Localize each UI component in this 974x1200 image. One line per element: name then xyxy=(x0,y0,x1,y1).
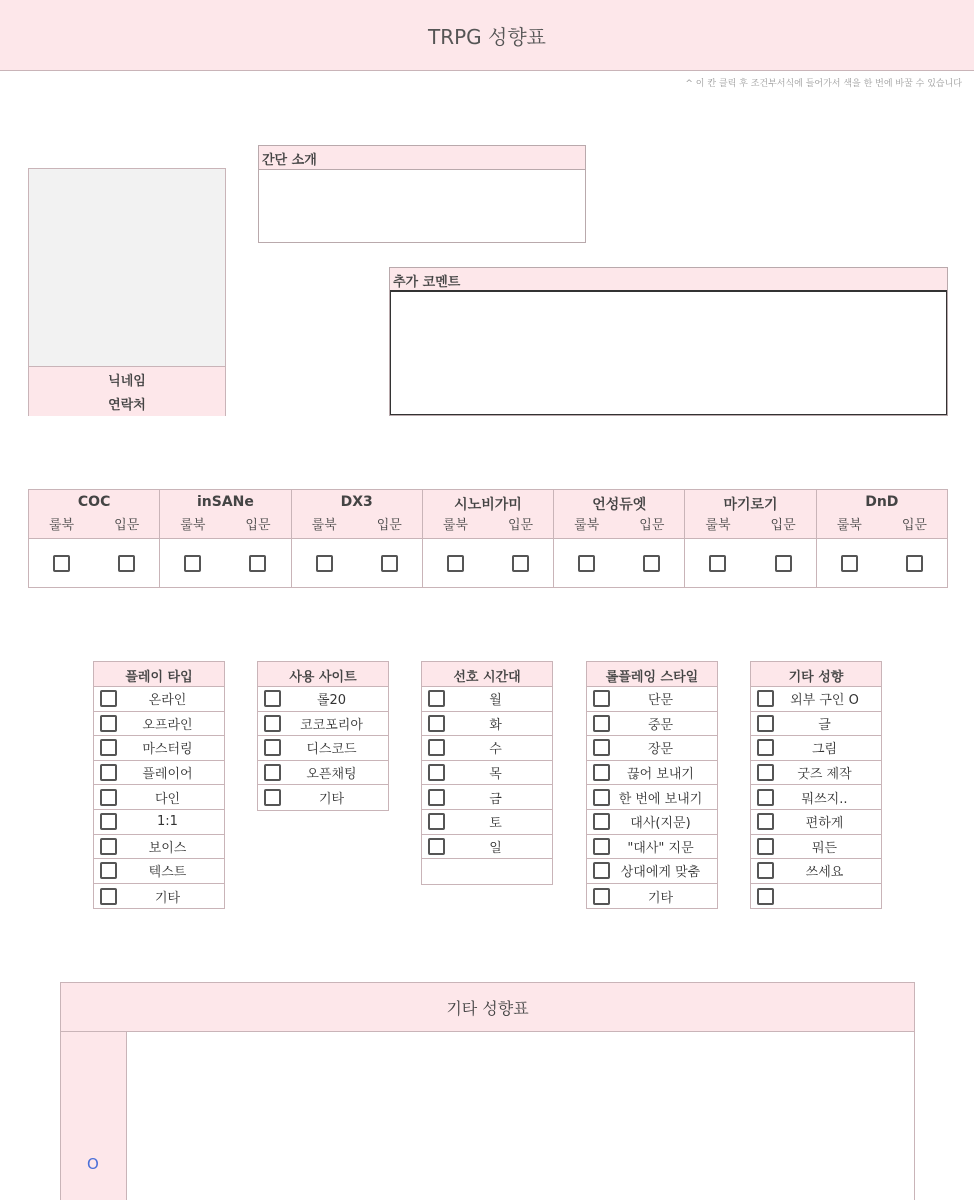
page-header xyxy=(0,0,974,71)
item-label: 디스코드 xyxy=(306,742,357,758)
item-checkbox[interactable] xyxy=(757,813,774,830)
comment-field[interactable] xyxy=(390,292,947,415)
item-checkbox[interactable] xyxy=(264,739,281,756)
item-label: 장문 xyxy=(647,742,674,758)
list-item xyxy=(751,884,881,909)
item-checkbox[interactable] xyxy=(100,715,117,732)
intro-checkbox[interactable] xyxy=(643,555,660,572)
item-checkbox[interactable] xyxy=(428,764,445,781)
rulebook-label: 룰북 xyxy=(574,518,600,533)
list-title: 롤플레잉 스타일 xyxy=(587,662,717,687)
item-checkbox[interactable] xyxy=(264,690,281,707)
item-label: 오프라인 xyxy=(142,717,193,733)
comment-title: 추가 코멘트 xyxy=(390,268,947,292)
system-name: 마기로기 xyxy=(723,497,778,513)
item-label: 오픈채팅 xyxy=(306,767,357,783)
list-item xyxy=(587,761,717,786)
intro-box xyxy=(258,145,586,243)
list-item xyxy=(94,736,224,761)
item-label: 목 xyxy=(489,767,502,783)
item-label: 굿즈 제작 xyxy=(797,767,852,783)
list-rp-style xyxy=(586,661,718,909)
list-play-type xyxy=(93,661,225,909)
list-item xyxy=(587,835,717,860)
item-checkbox[interactable] xyxy=(593,764,610,781)
item-checkbox[interactable] xyxy=(757,764,774,781)
list-item xyxy=(587,810,717,835)
system-name: 언성듀엣 xyxy=(592,497,647,513)
item-label: 금 xyxy=(489,791,502,807)
list-item xyxy=(94,810,224,835)
intro-label: 입문 xyxy=(114,518,140,533)
comment-box xyxy=(389,267,948,416)
system-name: COC xyxy=(77,494,111,510)
item-label: 끊어 보내기 xyxy=(627,767,694,783)
list-item xyxy=(587,859,717,884)
item-checkbox[interactable] xyxy=(593,789,610,806)
intro-checkbox[interactable] xyxy=(381,555,398,572)
intro-label: 입문 xyxy=(770,518,796,533)
item-label: 화 xyxy=(489,717,502,733)
item-checkbox[interactable] xyxy=(264,715,281,732)
item-label: 편하게 xyxy=(805,816,844,832)
item-label: 한 번에 보내기 xyxy=(618,791,703,807)
item-label: 쓰세요 xyxy=(805,865,844,881)
system-col-dnd xyxy=(817,490,947,587)
list-item xyxy=(751,835,881,860)
intro-label: 입문 xyxy=(901,518,927,533)
side-mark: O xyxy=(87,1155,99,1173)
system-col-magilogy xyxy=(685,490,816,587)
list-item xyxy=(422,761,552,786)
profile-image-placeholder[interactable] xyxy=(29,169,225,367)
item-label: 기타 xyxy=(318,792,345,808)
list-item xyxy=(422,835,552,860)
item-label: 기타 xyxy=(154,890,181,906)
item-label: "대사" 지문 xyxy=(627,840,694,856)
list-item xyxy=(751,687,881,712)
rulebook-label: 룰북 xyxy=(311,518,337,533)
list-item xyxy=(751,712,881,737)
item-checkbox[interactable] xyxy=(757,789,774,806)
list-item xyxy=(258,785,388,810)
profile-card xyxy=(28,168,226,416)
system-name: 시노비가미 xyxy=(454,497,522,513)
list-item xyxy=(751,785,881,810)
item-label: 외부 구인 O xyxy=(790,693,859,709)
list-item xyxy=(94,785,224,810)
item-label: 코코포리아 xyxy=(300,717,363,733)
intro-checkbox[interactable] xyxy=(906,555,923,572)
intro-label: 입문 xyxy=(639,518,665,533)
item-label: 대사(지문) xyxy=(630,816,691,832)
item-checkbox[interactable] xyxy=(100,789,117,806)
list-item xyxy=(587,712,717,737)
list-item xyxy=(422,785,552,810)
item-checkbox[interactable] xyxy=(100,764,117,781)
item-checkbox[interactable] xyxy=(100,888,117,905)
item-checkbox[interactable] xyxy=(757,739,774,756)
item-label: 뭐쓰지.. xyxy=(801,791,848,807)
list-sites xyxy=(257,661,389,811)
rulebook-label: 룰북 xyxy=(180,518,206,533)
list-item xyxy=(94,884,224,909)
item-checkbox[interactable] xyxy=(264,789,281,806)
item-label: 중문 xyxy=(647,717,674,733)
rulebook-checkbox[interactable] xyxy=(53,555,70,572)
item-checkbox[interactable] xyxy=(100,862,117,879)
list-item xyxy=(587,785,717,810)
system-col-unsungduet xyxy=(554,490,685,587)
list-title: 사용 사이트 xyxy=(258,662,388,687)
page-title: TRPG 성향표 xyxy=(428,24,546,49)
list-item xyxy=(258,712,388,737)
item-checkbox[interactable] xyxy=(428,739,445,756)
rulebook-checkbox[interactable] xyxy=(447,555,464,572)
rulebook-checkbox[interactable] xyxy=(709,555,726,572)
rulebook-label: 룰북 xyxy=(49,518,75,533)
system-name: DnD xyxy=(865,494,899,510)
list-item-empty[interactable] xyxy=(422,859,552,884)
intro-label: 입문 xyxy=(376,518,402,533)
intro-label: 입문 xyxy=(245,518,271,533)
list-item xyxy=(587,884,717,909)
item-checkbox[interactable] xyxy=(100,838,117,855)
list-item xyxy=(258,687,388,712)
intro-field[interactable] xyxy=(259,170,585,243)
rulebook-checkbox[interactable] xyxy=(316,555,333,572)
list-title: 기타 성향 xyxy=(751,662,881,687)
item-checkbox[interactable] xyxy=(428,690,445,707)
item-checkbox[interactable] xyxy=(428,838,445,855)
list-item xyxy=(94,835,224,860)
item-checkbox[interactable] xyxy=(100,739,117,756)
list-item xyxy=(94,859,224,884)
list-item xyxy=(94,761,224,786)
item-checkbox[interactable] xyxy=(593,715,610,732)
item-checkbox[interactable] xyxy=(757,715,774,732)
list-item xyxy=(94,712,224,737)
item-checkbox[interactable] xyxy=(428,789,445,806)
item-checkbox[interactable] xyxy=(757,838,774,855)
list-item xyxy=(422,712,552,737)
item-label: 글 xyxy=(818,717,831,733)
list-preferred-time xyxy=(421,661,553,885)
rulebook-label: 룰북 xyxy=(705,518,731,533)
item-checkbox[interactable] xyxy=(593,690,610,707)
item-checkbox[interactable] xyxy=(593,739,610,756)
list-other-tendencies xyxy=(750,661,882,909)
extra-tendency-table xyxy=(60,982,915,1200)
item-checkbox[interactable] xyxy=(593,813,610,830)
rulebook-label: 룰북 xyxy=(442,518,468,533)
list-item xyxy=(422,687,552,712)
system-col-coc xyxy=(29,490,160,587)
list-item xyxy=(751,736,881,761)
item-label: 1:1 xyxy=(157,814,178,830)
item-checkbox[interactable] xyxy=(757,862,774,879)
list-item xyxy=(258,736,388,761)
intro-checkbox[interactable] xyxy=(512,555,529,572)
list-item xyxy=(751,761,881,786)
intro-checkbox[interactable] xyxy=(249,555,266,572)
item-label: 다인 xyxy=(154,791,181,807)
item-label: 텍스트 xyxy=(148,865,187,881)
intro-checkbox[interactable] xyxy=(775,555,792,572)
item-label: 상대에게 맞춤 xyxy=(620,865,701,881)
intro-label: 입문 xyxy=(507,518,534,533)
item-checkbox[interactable] xyxy=(428,715,445,732)
item-checkbox[interactable] xyxy=(100,690,117,707)
rulebook-checkbox[interactable] xyxy=(184,555,201,572)
rulebook-checkbox[interactable] xyxy=(841,555,858,572)
system-table xyxy=(28,489,948,588)
rulebook-label: 룰북 xyxy=(836,518,862,533)
list-item xyxy=(587,736,717,761)
list-item xyxy=(751,810,881,835)
system-name: inSANe xyxy=(196,494,254,510)
item-label: 토 xyxy=(489,816,502,832)
nickname-label: 닉네임 xyxy=(29,367,225,392)
list-title: 선호 시간대 xyxy=(422,662,552,687)
item-label: 그림 xyxy=(811,742,838,758)
conditional-format-note: ^ 이 칸 클릭 후 조건부서식에 들어가서 색을 한 번에 바꿀 수 있습니다 xyxy=(685,79,962,89)
item-label: 뭐든 xyxy=(811,840,838,856)
item-label: 수 xyxy=(489,742,502,758)
system-col-shinobigami xyxy=(423,490,554,587)
intro-title: 간단 소개 xyxy=(259,146,585,170)
item-checkbox[interactable] xyxy=(757,690,774,707)
intro-checkbox[interactable] xyxy=(118,555,135,572)
item-label: 월 xyxy=(489,693,502,709)
item-checkbox[interactable] xyxy=(757,888,774,905)
item-checkbox[interactable] xyxy=(593,838,610,855)
extra-table-title: 기타 성향표 xyxy=(61,983,914,1032)
item-label: 온라인 xyxy=(148,693,187,709)
list-item xyxy=(258,761,388,786)
system-col-dx3 xyxy=(292,490,423,587)
item-label: 플레이어 xyxy=(142,767,193,783)
item-checkbox[interactable] xyxy=(264,764,281,781)
list-item xyxy=(94,687,224,712)
item-label: 일 xyxy=(489,840,502,856)
system-name: DX3 xyxy=(340,494,373,510)
list-title: 플레이 타입 xyxy=(94,662,224,687)
item-checkbox[interactable] xyxy=(593,862,610,879)
extra-table-side xyxy=(61,1032,127,1200)
list-item xyxy=(422,810,552,835)
item-label: 마스터링 xyxy=(142,742,193,758)
item-checkbox[interactable] xyxy=(428,813,445,830)
item-checkbox[interactable] xyxy=(100,813,117,830)
list-item xyxy=(751,859,881,884)
system-col-insane xyxy=(160,490,291,587)
item-checkbox[interactable] xyxy=(593,888,610,905)
item-label: 단문 xyxy=(647,693,674,709)
item-label: 기타 xyxy=(647,890,674,906)
item-label: 롤20 xyxy=(316,693,347,709)
list-item xyxy=(422,736,552,761)
list-item xyxy=(587,687,717,712)
item-label: 보이스 xyxy=(148,840,187,856)
contact-label: 연락처 xyxy=(29,392,225,417)
rulebook-checkbox[interactable] xyxy=(578,555,595,572)
